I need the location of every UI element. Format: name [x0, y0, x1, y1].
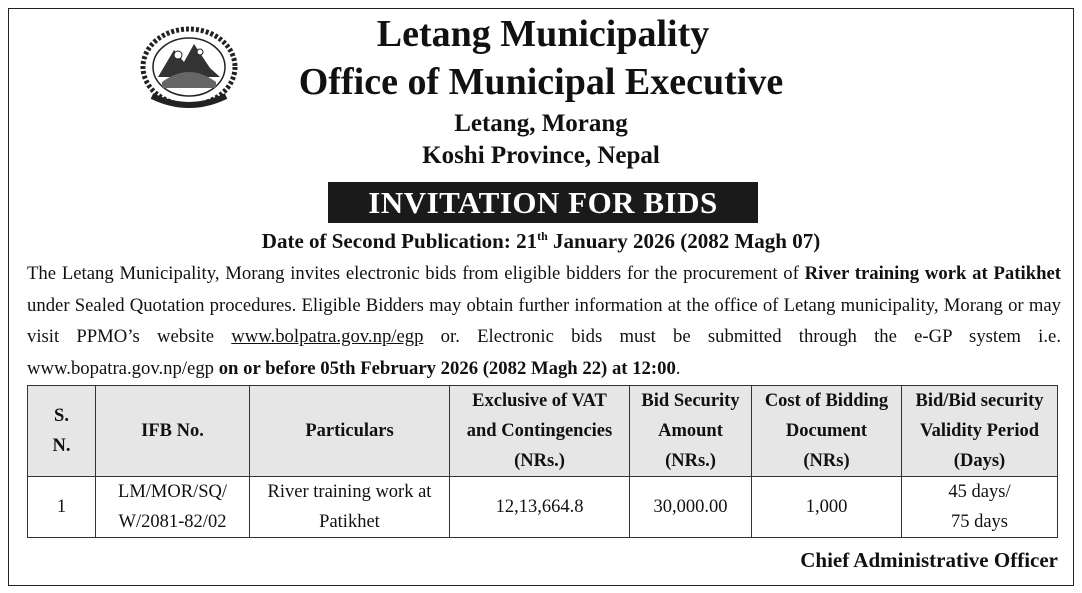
col-sn: S. N.	[28, 386, 96, 477]
table-header-row	[28, 386, 1058, 477]
deadline: on or before 05th February 2026 (2082 Magh 22) at 12:00	[218, 357, 676, 379]
col-cost: Cost of Bidding Document (NRs)	[752, 386, 902, 477]
signature: Chief Administrative Officer	[800, 548, 1058, 572]
cell-security: 30,000.00	[630, 477, 752, 538]
location: Letang, Morang	[454, 110, 628, 137]
cell-estimate: 12,13,664.8	[450, 477, 630, 538]
cell-ifb: LM/MOR/SQ/ W/2081-82/02	[96, 477, 250, 538]
cell-validity: 45 days/ 75 days	[902, 477, 1058, 538]
notice-body: The Letang Municipality, Morang invites electronic bids from eligible bidders for the procurement of River training work at Patikhet under Sealed Quotation procedures. Eligible Bidders may obtain further information at the office of Letang municipality, Morang or may visit PPMO’s website www.bolpatra.gov.np/egp or. Electronic bids must be submitted through the e-GP system i.e. www.bopatra.gov.np/egp on or before 05th February 2026 (2082 Magh 22) at 12:00.	[27, 263, 1061, 379]
bid-table	[27, 385, 1058, 538]
cell-cost: 1,000	[752, 477, 902, 538]
col-particulars: Particulars	[250, 386, 450, 477]
col-validity: Bid/Bid security Validity Period (Days)	[902, 386, 1058, 477]
office-name: Office of Municipal Executive	[298, 61, 784, 103]
municipality-name: Letang Municipality	[376, 13, 710, 55]
cell-particulars: River training work at Patikhet	[250, 477, 450, 538]
project-name: River training work at Patikhet	[804, 263, 1061, 284]
publication-date: Date of Second Publication: 21th January 2026 (2082 Magh 07)	[261, 229, 821, 253]
col-estimate: Exclusive of VAT and Contingencies (NRs.)	[450, 386, 630, 477]
cell-sn: 1	[28, 477, 96, 538]
col-security: Bid Security Amount (NRs.)	[630, 386, 752, 477]
notice-banner: INVITATION FOR BIDS	[328, 182, 758, 223]
table-row	[28, 477, 1058, 538]
col-ifb: IFB No.	[96, 386, 250, 477]
ppmo-link[interactable]: www.bolpatra.gov.np/egp	[231, 326, 424, 347]
province: Koshi Province, Nepal	[422, 142, 660, 169]
